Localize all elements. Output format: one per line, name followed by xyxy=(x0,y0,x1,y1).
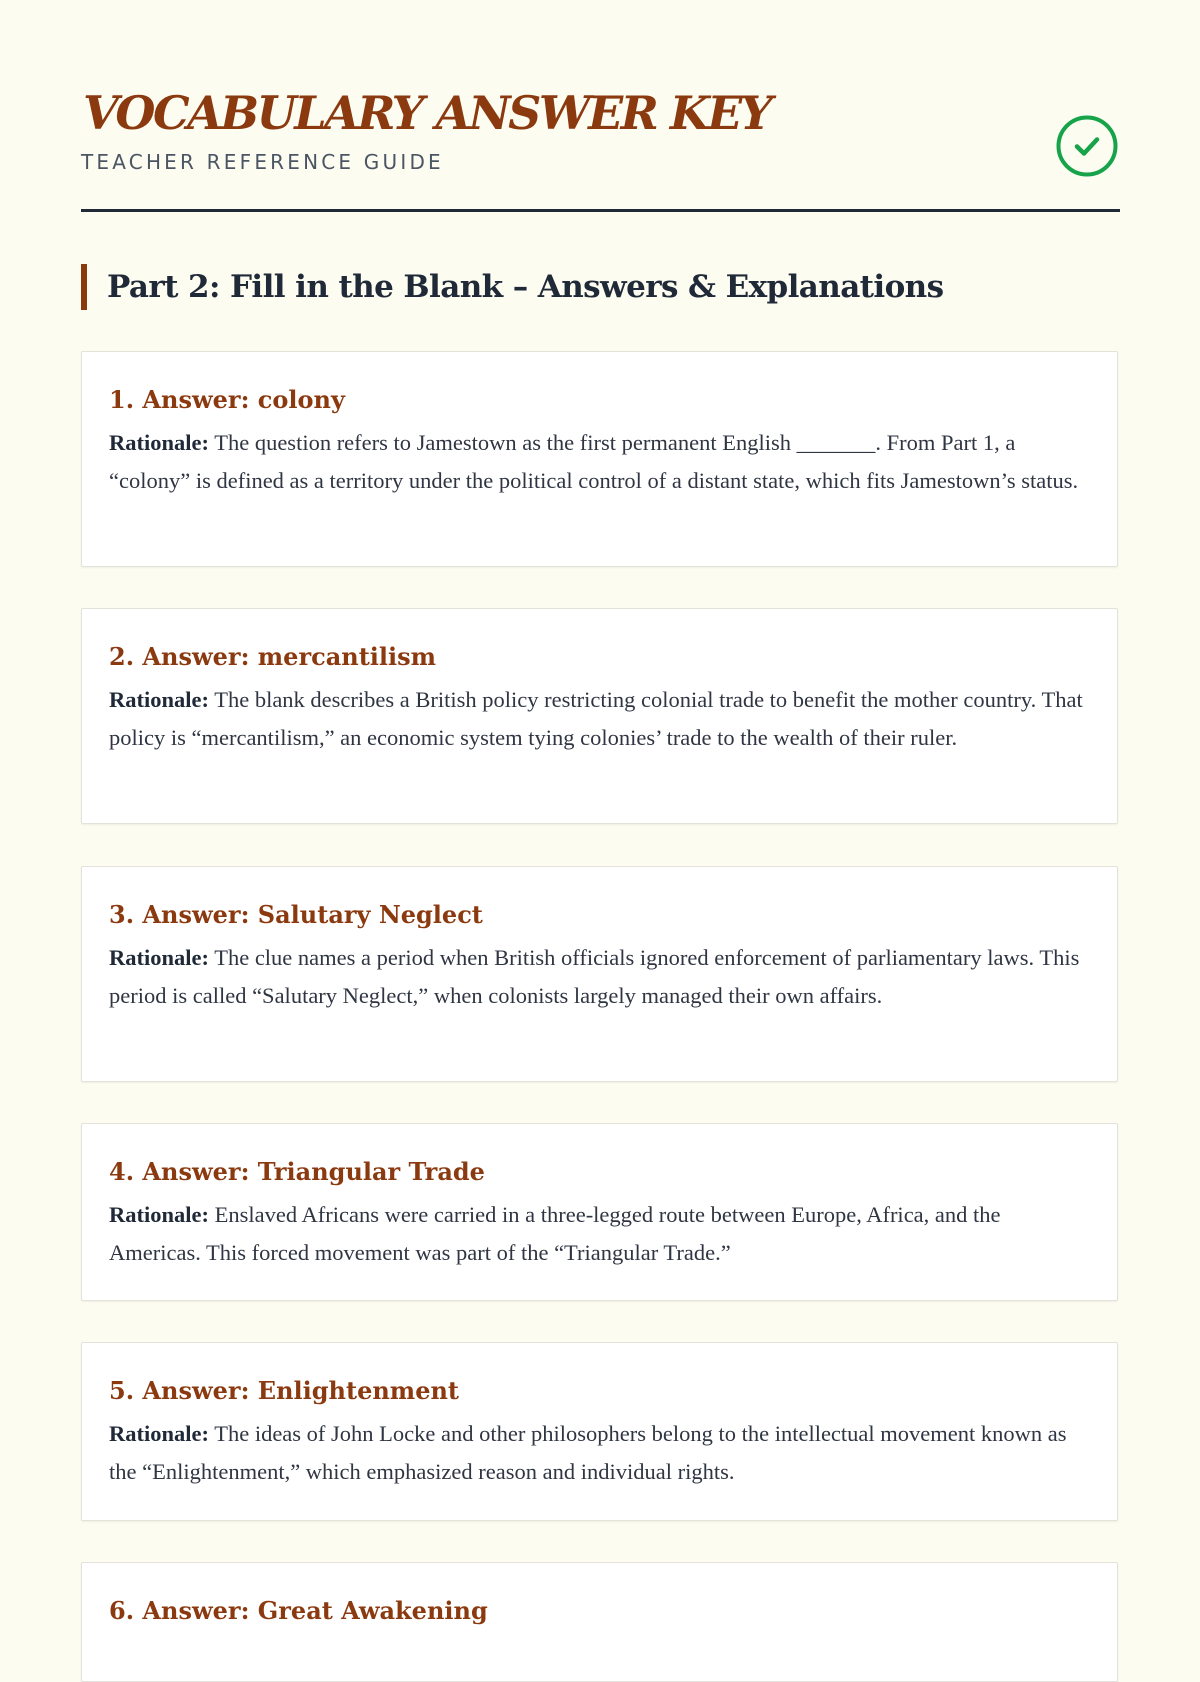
answer-heading: 2. Answer: mercantilism xyxy=(109,642,437,671)
rationale-text: The clue names a period when British officials ignored enforcement of parliamentary laws. This period is called “Salutary Neglect,” when colonists largely managed their own affairs. xyxy=(109,945,1080,1008)
answer-card-2 xyxy=(81,608,1118,824)
rationale-label: Rationale: xyxy=(109,430,209,455)
rationale-text: The question refers to Jamestown as the first permanent English _______. From Part 1, a “colony” is defined as a territory under the political control of a distant state, which fits Jamestown’s status. xyxy=(109,430,1079,493)
answer-heading: 1. Answer: colony xyxy=(109,385,345,414)
answer-rationale xyxy=(109,1196,1090,1272)
rationale-label: Rationale: xyxy=(109,1202,209,1227)
rationale-text: The blank describes a British policy restricting colonial trade to benefit the mother country. That policy is “mercantilism,” an economic system tying colonies’ trade to the wealth of their ruler. xyxy=(109,687,1083,750)
rationale-label: Rationale: xyxy=(109,945,209,970)
answer-rationale xyxy=(109,1415,1090,1491)
answer-rationale xyxy=(109,424,1090,500)
rationale-label: Rationale: xyxy=(109,1421,209,1446)
rationale-text: Enslaved Africans were carried in a three-legged route between Europe, Africa, and the Americas. This forced movement was part of the “Triangular Trade.” xyxy=(109,1202,1001,1265)
answer-card-4 xyxy=(81,1123,1118,1301)
rationale-label: Rationale: xyxy=(109,687,209,712)
document-subtitle: TEACHER REFERENCE GUIDE xyxy=(81,150,444,174)
answer-card-1 xyxy=(81,351,1118,567)
answer-heading: 5. Answer: Enlightenment xyxy=(109,1376,459,1405)
answer-card-3 xyxy=(81,866,1118,1082)
check-circle-icon xyxy=(1055,114,1119,178)
answer-card-6 xyxy=(81,1562,1118,1682)
section-heading: Part 2: Fill in the Blank – Answers & Explanations xyxy=(81,264,943,310)
answer-rationale xyxy=(109,939,1090,1015)
answer-rationale xyxy=(109,681,1090,757)
answer-heading: 4. Answer: Triangular Trade xyxy=(109,1157,485,1186)
answer-heading: 3. Answer: Salutary Neglect xyxy=(109,900,483,929)
rationale-text: The ideas of John Locke and other philosophers belong to the intellectual movement known as the “Enlightenment,” which emphasized reason and individual rights. xyxy=(109,1421,1067,1484)
answer-heading: 6. Answer: Great Awakening xyxy=(109,1596,488,1625)
document-title: VOCABULARY ANSWER KEY xyxy=(83,86,771,140)
answer-key-page xyxy=(81,0,1120,1625)
document-header xyxy=(81,82,1120,212)
answer-card-5 xyxy=(81,1342,1118,1521)
